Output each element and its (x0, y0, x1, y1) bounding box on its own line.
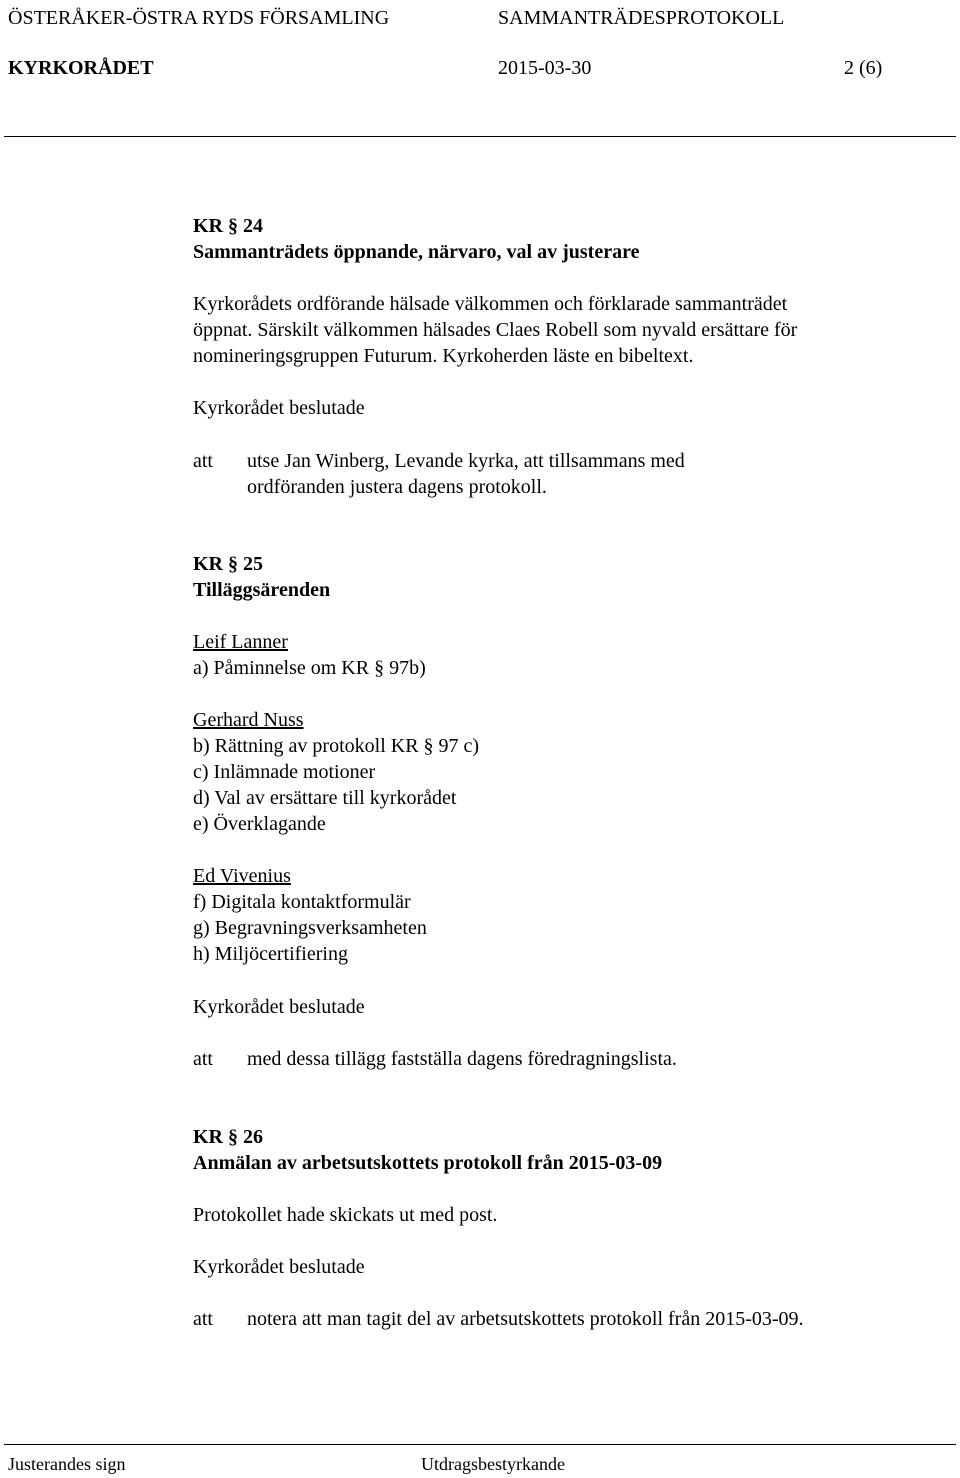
list-item: b) Rättning av protokoll KR § 97 c) (193, 735, 480, 757)
section-number: KR § 26 (193, 1126, 263, 1148)
document-type: SAMMANTRÄDESPROTOKOLL (498, 7, 785, 29)
section-number: KR § 25 (193, 553, 263, 575)
decision-line: notera att man tagit del av arbetsutskottets protokoll från 2015-03-09. (247, 1308, 804, 1330)
list-item: g) Begravningsverksamheten (193, 917, 427, 939)
proposer-name: Leif Lanner (193, 631, 288, 653)
section-number: KR § 24 (193, 215, 263, 237)
footer-divider (4, 1444, 956, 1445)
page-number: 2 (6) (844, 57, 883, 79)
proposer-name: Gerhard Nuss (193, 709, 304, 731)
section-title: Tilläggsärenden (193, 579, 331, 601)
list-item: c) Inlämnade motioner (193, 761, 376, 783)
decision-heading: Kyrkorådet beslutade (193, 397, 365, 419)
att-label: att (193, 1048, 213, 1070)
paragraph-line: Protokollet hade skickats ut med post. (193, 1204, 498, 1226)
att-label: att (193, 1308, 213, 1330)
decision-line: ordföranden justera dagens protokoll. (247, 476, 547, 498)
proposer-name: Ed Vivenius (193, 865, 291, 887)
meeting-date: 2015-03-30 (498, 57, 592, 79)
decision-line: utse Jan Winberg, Levande kyrka, att tillsammans med (247, 450, 685, 472)
list-item: h) Miljöcertifiering (193, 943, 348, 965)
decision-heading: Kyrkorådet beslutade (193, 996, 365, 1018)
list-item: f) Digitala kontaktformulär (193, 891, 411, 913)
section-title: Sammanträdets öppnande, närvaro, val av justerare (193, 241, 640, 263)
organization-name: ÖSTERÅKER-ÖSTRA RYDS FÖRSAMLING (8, 7, 390, 29)
paragraph-line: nomineringsgruppen Futurum. Kyrkoherden läste en bibeltext. (193, 345, 694, 367)
list-item: e) Överklagande (193, 813, 326, 835)
section-title: Anmälan av arbetsutskottets protokoll från 2015-03-09 (193, 1152, 663, 1174)
list-item: d) Val av ersättare till kyrkorådet (193, 787, 457, 809)
body-name: KYRKORÅDET (8, 57, 154, 79)
decision-line: med dessa tillägg fastställa dagens föredragningslista. (247, 1048, 677, 1070)
paragraph-line: Kyrkorådets ordförande hälsade välkommen och förklarade sammanträdet (193, 293, 788, 315)
list-item: a) Påminnelse om KR § 97b) (193, 657, 426, 679)
att-label: att (193, 450, 213, 472)
certification-label: Utdragsbestyrkande (421, 1454, 565, 1474)
signature-label: Justerandes sign (8, 1454, 126, 1474)
header-divider (4, 136, 956, 137)
paragraph-line: öppnat. Särskilt välkommen hälsades Claes Robell som nyvald ersättare för (193, 319, 798, 341)
decision-heading: Kyrkorådet beslutade (193, 1256, 365, 1278)
